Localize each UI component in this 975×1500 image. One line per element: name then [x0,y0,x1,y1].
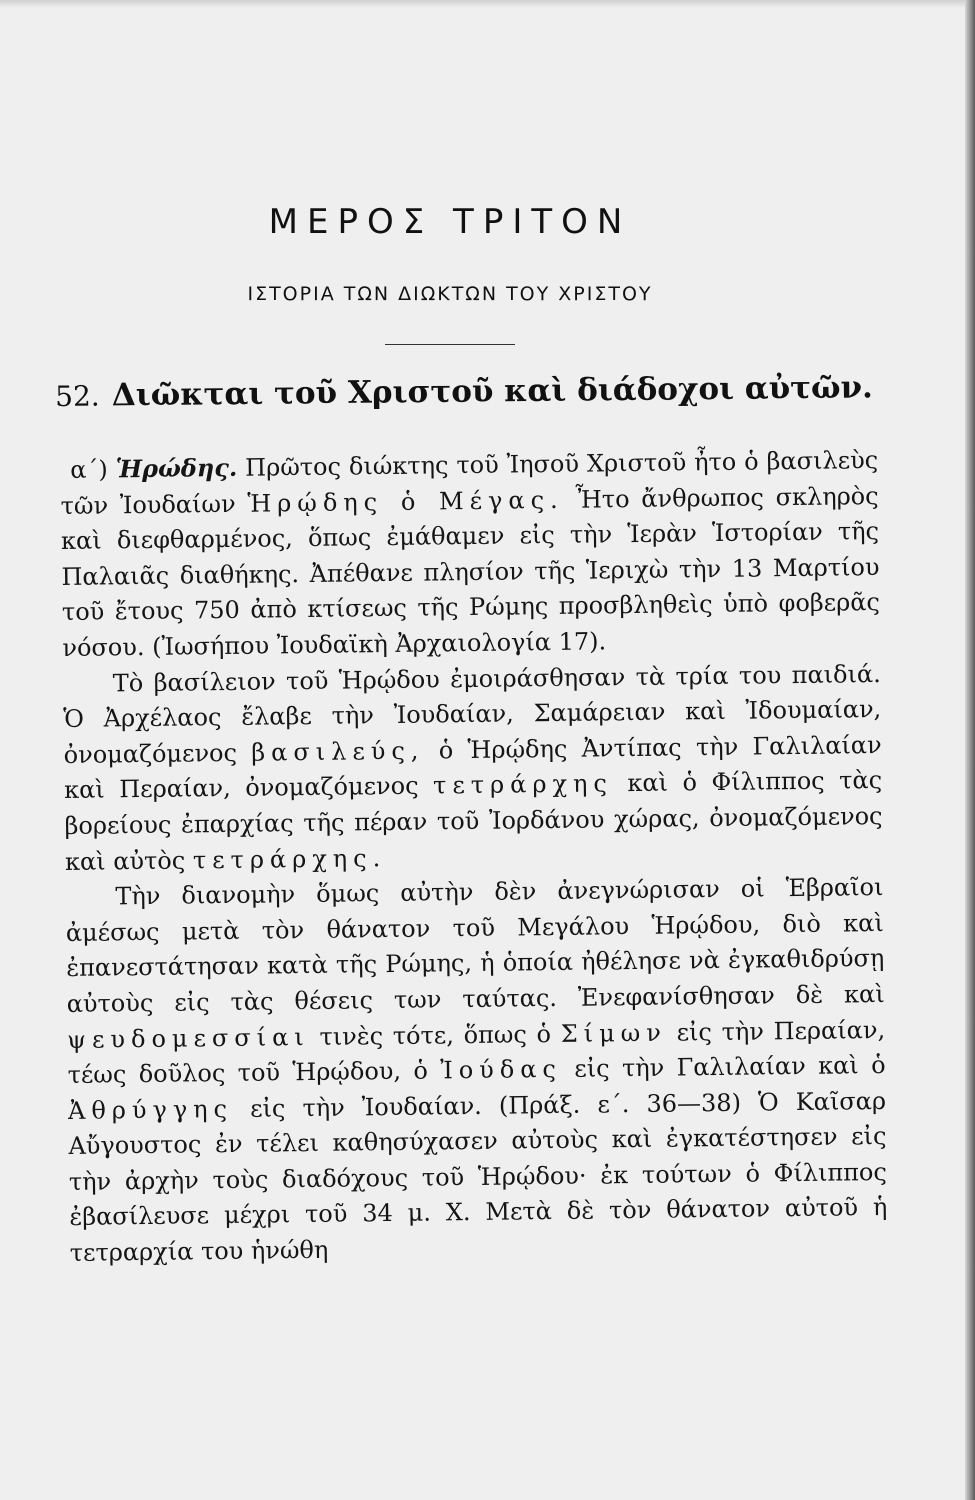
spaced-text: τετράρχης [432,769,614,800]
spaced-text: Ἰούδας [440,1055,563,1085]
paragraph-text: εἰς τὴν Ἰουδαίαν. (Πράξ. ε΄. 36—38) Ὁ Καῖσαρ Αὔγουστος ἐν τέλει καθησύχασεν αὐτοὺς καὶ ἐγκατέστησεν εἰς τὴν ἀρχὴν τοὺς διαδόχους τοῦ Ἡρῴδου· ἐκ τούτων ὁ Φίλιππος ἐβασίλευσε μέχρι τοῦ 34 μ. Χ. Μετὰ δὲ τὸν θάνατον αὐτοῦ ἡ τετραρχία του ἡνώθη [68,1086,888,1268]
paragraph-text: Ἦτο ἄνθρωπος σκληρὸς καὶ διεφθαρμένος, ὅπως ἐμάθαμεν εἰς τὴν Ἱερὰν Ἱστορίαν τῆς Παλαιᾶς διαθήκης. Ἀπέθανε πλησίον τῆς Ἱεριχὼ τὴν 13 Μαρτίου τοῦ ἔτους 750 ἀπὸ κτίσεως τῆς Ρώμης προσβληθεὶς ὑπὸ φοβερᾶς νόσου. (Ἰωσήπου Ἰουδαϊκὴ Ἀρχαιολογία 17). [60,481,881,662]
spaced-text: βασιλεύς, [251,736,425,767]
part-subtitle: ΙΣΤΟΡΙΑ ΤΩΝ ΔΙΩΚΤΩΝ ΤΟΥ ΧΡΙΣΤΟΥ [247,283,653,305]
paragraph-text: ὁ Ἡρῴδης Ἀντίπας τὴν Γαλιλαίαν καὶ Περαίαν, ὀνομαζόμενος [63,730,882,805]
paragraph-text: Τὸ βασίλειον τοῦ Ἡρῴδου ἐμοιράσθησαν τὰ τρία του παιδιά. Ὁ Ἀρχέλαος ἔλαβε τὴν Ἰουδαίαν, Σαμάρειαν καὶ Ἰδουμαίαν, ὀνομαζόμενος [63,659,882,769]
part-title: ΜΕΡΟΣ ΤΡΙΤΟΝ [268,202,632,242]
paragraph-division [63,657,884,881]
page-top-shadow [0,0,975,8]
spaced-text: Ἡρῴδης ὁ Μέγας. [247,485,564,518]
paragraph-herod [60,442,881,667]
paragraph-text: Τὴν διανομὴν ὅμως αὐτὴν δὲν ἀνεγνώρισαν οἱ Ἑβραῖοι ἀμέσως μετὰ τὸν θάνατον τοῦ Μεγάλου Ἡρῴδου, διὸ καὶ ἐπανεστάτησαν κατὰ τῆς Ρώμης, ἡ ὁποία ἠθέλησε νὰ ἐγκαθιδρύσῃ αὐτοὺς εἰς τὰς θέσεις των ταύτας. Ἐνεφανίσθησαν δὲ καὶ [65,873,885,1018]
paragraph-text: καὶ ὁ Φίλιππος τὰς βορείους ἐπαρχίας τῆς πέραν τοῦ Ἰορδάνου χώρας, ὀνομαζόμενος καὶ αὐτὸς [64,766,883,876]
chapter-title: Διῶκται τοῦ Χριστοῦ καὶ διάδοχοι αὐτῶν. [111,369,874,414]
paragraph-lead: Ἡρώδης. [115,452,238,484]
paragraph-text: τινὲς τότε, ὅπως ὁ [319,1019,552,1051]
spaced-text: Ἀθρύγγης [67,1094,234,1125]
page-edge-shadow [965,0,975,1500]
chapter-number: 52. [55,379,100,413]
paragraph-revolt [65,870,888,1271]
divider-rule [385,344,515,345]
body-text [60,442,888,1272]
spaced-text: τετράρχης. [192,843,387,874]
paragraph-label: α΄) [70,455,108,484]
paragraph-text: Πρῶτος διώκτης τοῦ Ἰησοῦ Χριστοῦ ἦτο ὁ βασιλεὺς τῶν Ἰουδαίων [60,446,879,520]
spaced-text: ψευδομεσσίαι [67,1022,310,1054]
chapter-heading [55,369,915,414]
paragraph-text: εἰς τὴν Γαλιλαίαν καὶ ὁ [574,1051,886,1083]
spaced-text: Σίμων [560,1018,668,1048]
paragraph-text: εἰς τὴν Περαίαν, τέως δοῦλος τοῦ Ἡρῴδου, ὁ [67,1015,886,1090]
